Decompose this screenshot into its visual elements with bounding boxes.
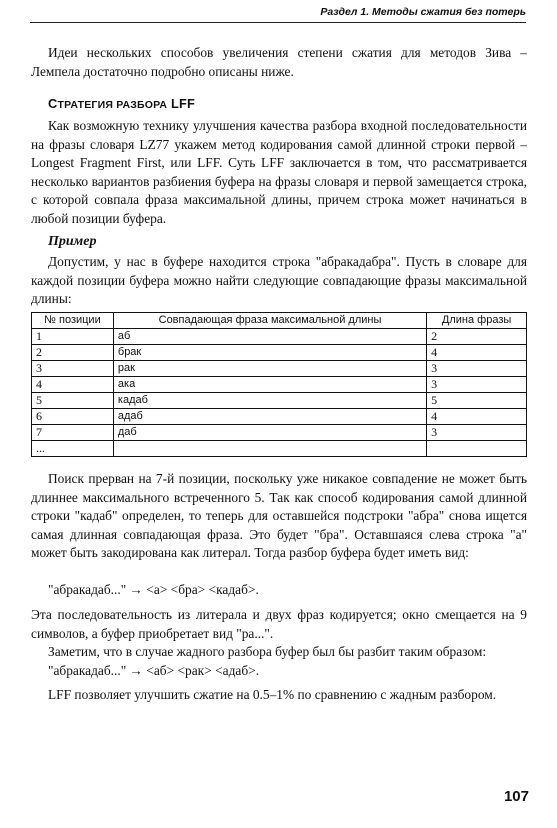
cell-phrase: кадаб — [113, 393, 426, 409]
conclusion-paragraph: LFF позволяет улучшить сжатие на 0.5–1% по сравнению с жадным разбором. — [48, 687, 497, 702]
cell-length: 3 — [427, 425, 527, 441]
column-header-length: Длина фразы — [427, 313, 527, 329]
table-row — [32, 329, 527, 345]
lff-parse-result: "абракадаб..." → <а> <бра> <кадаб>. — [48, 582, 259, 597]
cell-phrase: рак — [113, 361, 426, 377]
cell-phrase — [113, 441, 426, 457]
example-intro-paragraph: Допустим, у нас в буфере находится строка "абракадабра". Пусть в словаре для каждой позиции буфера можно найти следующие совпадающие фразы максимальной длины: — [31, 254, 527, 307]
table-row — [32, 345, 527, 361]
window-shift-paragraph: Эта последовательность из литерала и двух фраз кодируется; окно смещается на 9 символов, а буфер приобретает вид "ра...". — [31, 607, 527, 641]
cell-position: 2 — [32, 345, 114, 361]
section-heading-smallcaps: ТРАТЕГИЯ РАЗБОРА — [57, 99, 168, 111]
cell-position: 1 — [32, 329, 114, 345]
table-row — [32, 361, 527, 377]
intro-paragraph: Идеи нескольких способов увеличения степени сжатия для методов Зива – Лемпела достаточно подробно описаны ниже. — [31, 45, 527, 79]
cell-length — [427, 441, 527, 457]
cell-position: ... — [32, 441, 114, 457]
table-row — [32, 441, 527, 457]
table-row — [32, 425, 527, 441]
example-heading: Пример — [48, 234, 97, 249]
cell-length: 3 — [427, 377, 527, 393]
cell-position: 7 — [32, 425, 114, 441]
cell-position: 6 — [32, 409, 114, 425]
page-number: 107 — [503, 788, 529, 805]
running-header: Раздел 1. Методы сжатия без потерь — [30, 6, 526, 23]
section-paragraph: Как возможную технику улучшения качества разбора входной последовательности на фразы словаря LZ77 укажем метод кодирования самой длинной строки первой – Longest Fragment First, или LFF. Суть LFF заключается в том, что рассматривается несколько вариантов разбиения буфера на фразы словаря и первой замещается строка, с которой совпала фраза максимальной длины, причем строка может начинаться в любой позиции буфера. — [31, 118, 527, 226]
column-header-phrase: Совпадающая фраза максимальной длины — [113, 313, 426, 329]
cell-phrase: адаб — [113, 409, 426, 425]
section-heading-prefix: С — [48, 96, 58, 111]
after-table-paragraph: Поиск прерван на 7-й позиции, поскольку уже никакое совпадение не может быть длиннее максимального встреченного 5. Так как способ кодирования самой длинной строки "кадаб" определен, то теперь для оставшейся подстроки "абра" снова ищется самая длинная совпадающая фраза. Это будет "бра". Оставшаяся слева строка "а" может быть закодирована как литерал. Тогда разбор буфера будет иметь вид: — [31, 471, 527, 561]
match-table — [31, 312, 527, 457]
cell-length: 4 — [427, 409, 527, 425]
cell-length: 3 — [427, 361, 527, 377]
section-heading — [48, 96, 195, 111]
table-header-row — [32, 313, 527, 329]
greedy-parse-result: "абракадаб..." → <аб> <рак> <адаб>. — [48, 663, 260, 678]
cell-length: 5 — [427, 393, 527, 409]
greedy-note-paragraph: Заметим, что в случае жадного разбора буфер был бы разбит таким образом: — [48, 644, 487, 659]
cell-phrase: брак — [113, 345, 426, 361]
table-row — [32, 393, 527, 409]
cell-phrase: аб — [113, 329, 426, 345]
cell-length: 4 — [427, 345, 527, 361]
table-row — [32, 377, 527, 393]
cell-phrase: ака — [113, 377, 426, 393]
table-row — [32, 409, 527, 425]
cell-phrase: даб — [113, 425, 426, 441]
cell-position: 5 — [32, 393, 114, 409]
column-header-position: № позиции — [32, 313, 114, 329]
cell-position: 4 — [32, 377, 114, 393]
cell-position: 3 — [32, 361, 114, 377]
cell-length: 2 — [427, 329, 527, 345]
section-heading-suffix: LFF — [167, 96, 196, 111]
